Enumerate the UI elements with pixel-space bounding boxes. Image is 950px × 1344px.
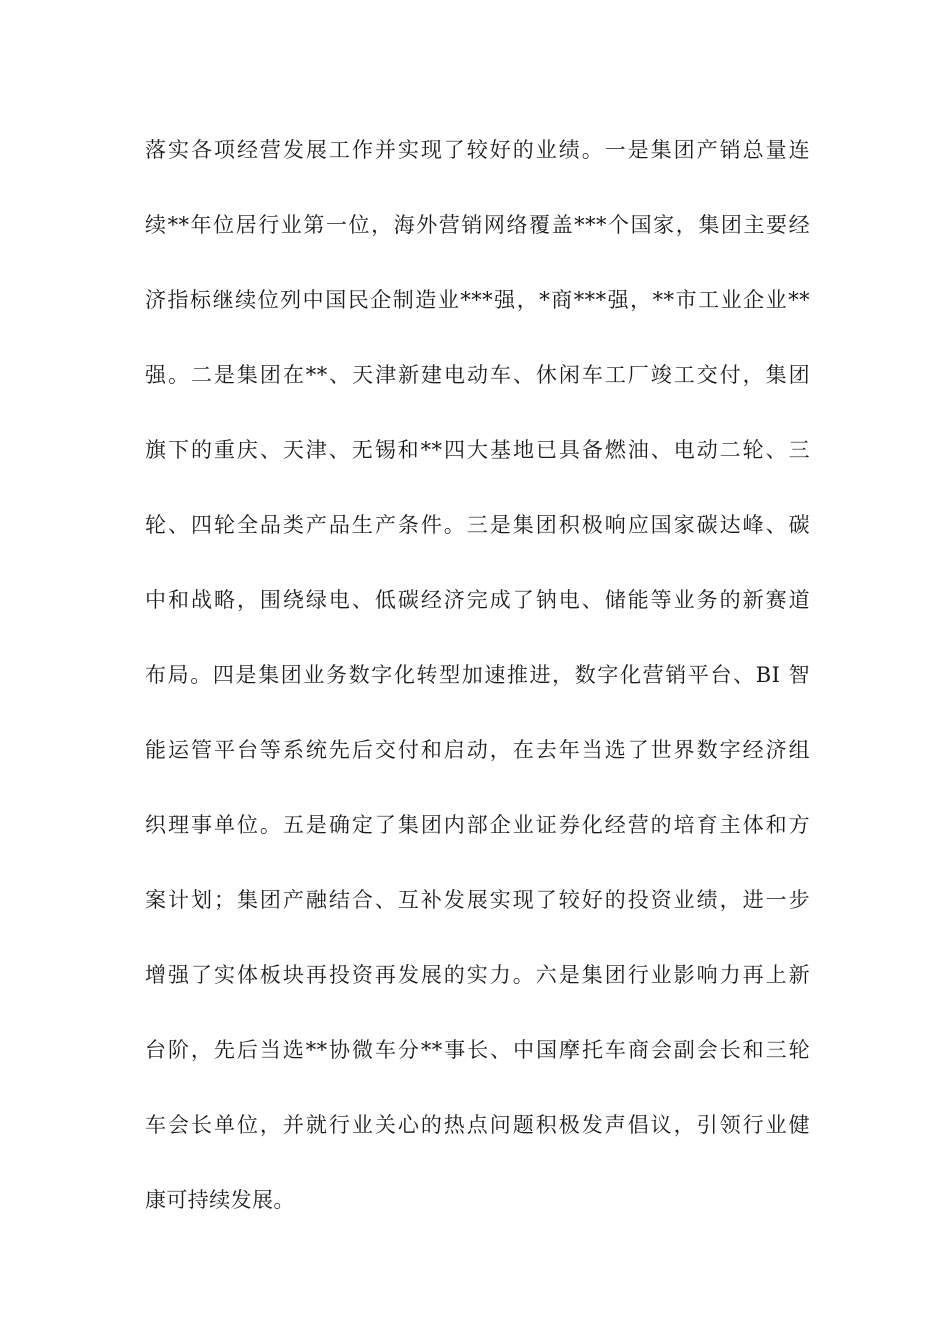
document-body [145,130,810,1255]
paragraph-line: 强。二是集团在**、天津新建电动车、休闲车工厂竣工交付，集团 [145,363,810,387]
paragraph-last-line: 康可持续发展。 [145,1188,295,1212]
paragraph-line: 能运管平台等系统先后交付和启动，在去年当选了世界数字经济组 [145,738,810,762]
paragraph-line: 旗下的重庆、天津、无锡和**四大基地已具备燃油、电动二轮、三 [145,438,810,462]
paragraph-line: 落实各项经营发展工作并实现了较好的业绩。一是集团产销总量连 [145,138,810,162]
paragraph-line: 台阶，先后当选**协微车分**事长、中国摩托车商会副会长和三轮 [145,1038,810,1062]
paragraph-line: 布局。四是集团业务数字化转型加速推进，数字化营销平台、BI 智 [145,663,810,687]
paragraph-line: 济指标继续位列中国民企制造业***强，*商***强，**市工业企业** [145,288,810,312]
paragraph-line: 续**年位居行业第一位，海外营销网络覆盖***个国家，集团主要经 [145,213,810,237]
paragraph-line: 中和战略，围绕绿电、低碳经济完成了钠电、储能等业务的新赛道 [145,588,810,612]
paragraph-line: 案计划；集团产融结合、互补发展实现了较好的投资业绩，进一步 [145,888,810,912]
paragraph-line: 织理事单位。五是确定了集团内部企业证券化经营的培育主体和方 [145,813,810,837]
paragraph-line: 车会长单位，并就行业关心的热点问题积极发声倡议，引领行业健 [145,1113,810,1137]
paragraph-line: 轮、四轮全品类产品生产条件。三是集团积极响应国家碳达峰、碳 [145,513,810,537]
paragraph-line: 增强了实体板块再投资再发展的实力。六是集团行业影响力再上新 [145,963,810,987]
